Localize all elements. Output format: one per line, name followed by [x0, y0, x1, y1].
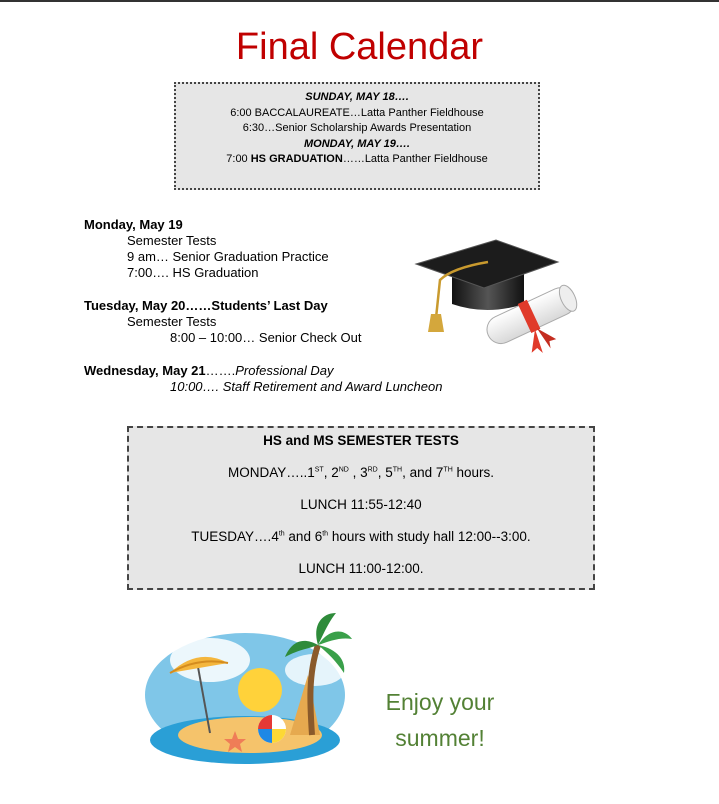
- graduation-event: HS GRADUATION: [250, 153, 343, 166]
- lunch-tuesday: LUNCH 11:00-12:00.: [298, 561, 424, 576]
- semester-tests-box: [127, 426, 595, 590]
- professional-day-label: Professional Day: [235, 363, 334, 378]
- tuesday-hour-6-suffix: th: [322, 530, 329, 538]
- hour-1-suffix: ST: [314, 466, 324, 474]
- graduation-line: [176, 152, 538, 168]
- page-title: Final Calendar: [235, 26, 484, 68]
- tuesday-tests-suffix: hours with study hall 12:00--3:00.: [328, 529, 531, 544]
- list-item: 8:00 – 10:00… Senior Check Out: [170, 330, 362, 345]
- list-item: Semester Tests: [127, 314, 217, 329]
- closing-line-2: summer!: [395, 725, 485, 751]
- tuesday-tests-line: [129, 529, 593, 544]
- list-item: 7:00…. HS Graduation: [127, 265, 259, 280]
- tuesday-schedule: [84, 298, 362, 346]
- sunday-heading: SUNDAY, MAY 18….: [305, 91, 409, 103]
- baccalaureate-line: 6:00 BACCALAUREATE…Latta Panther Fieldhouse: [230, 106, 484, 119]
- monday-tests-line: [129, 465, 593, 480]
- closing-line-1: Enjoy your: [385, 689, 495, 715]
- graduation-cap-icon: [412, 234, 582, 354]
- hour-7-sep: hours.: [452, 465, 495, 480]
- hour-5-suffix: TH: [392, 466, 403, 474]
- wednesday-schedule: [84, 363, 442, 395]
- tuesday-hour-4-suffix: th: [278, 530, 285, 538]
- hour-5-sep: , and: [402, 465, 436, 480]
- hour-5: 5: [385, 465, 393, 480]
- tuesday-hour-4: 4: [271, 529, 279, 544]
- top-rule: [0, 0, 719, 2]
- wednesday-schedule-heading: Wednesday, May 21: [84, 363, 206, 378]
- hour-7-suffix: TH: [443, 466, 453, 474]
- tuesday-hour-6: 6: [314, 529, 323, 544]
- monday-schedule-heading: Monday, May 19: [84, 217, 183, 232]
- list-item: 9 am… Senior Graduation Practice: [127, 249, 329, 264]
- monday-heading: MONDAY, MAY 19….: [304, 137, 410, 150]
- hour-1-sep: ,: [323, 465, 332, 480]
- monday-tests-prefix: MONDAY…..: [227, 465, 308, 480]
- hour-1: 1: [307, 465, 315, 480]
- monday-schedule: [84, 217, 329, 281]
- semester-tests-heading: HS and MS SEMESTER TESTS: [263, 433, 459, 448]
- ceremonies-box: [174, 82, 540, 190]
- hour-7: 7: [435, 465, 444, 480]
- hour-3-suffix: RD: [367, 466, 378, 474]
- closing-message: [360, 684, 520, 756]
- lunch-monday: LUNCH 11:55-12:40: [300, 497, 422, 512]
- list-item: 10:00…. Staff Retirement and Award Luncheon: [170, 379, 443, 394]
- hour-2-suffix: ND: [338, 466, 349, 474]
- tuesday-schedule-heading: Tuesday, May 20……Students’ Last Day: [84, 298, 328, 313]
- hour-2-sep: ,: [348, 465, 361, 480]
- scholarship-line: 6:30…Senior Scholarship Awards Presentation: [242, 122, 472, 135]
- graduation-time: 7:00: [226, 153, 251, 166]
- hour-2: 2: [331, 465, 339, 480]
- tuesday-and: and: [284, 529, 315, 544]
- wednesday-dots: …….: [205, 363, 236, 378]
- hour-3-sep: ,: [377, 465, 386, 480]
- list-item: Semester Tests: [127, 233, 217, 248]
- graduation-place: ……Latta Panther Fieldhouse: [342, 153, 488, 166]
- hour-3: 3: [360, 465, 368, 480]
- wednesday-schedule-heading-row: [84, 363, 442, 379]
- tuesday-tests-prefix: TUESDAY….: [191, 529, 272, 544]
- beach-island-icon: [140, 605, 370, 775]
